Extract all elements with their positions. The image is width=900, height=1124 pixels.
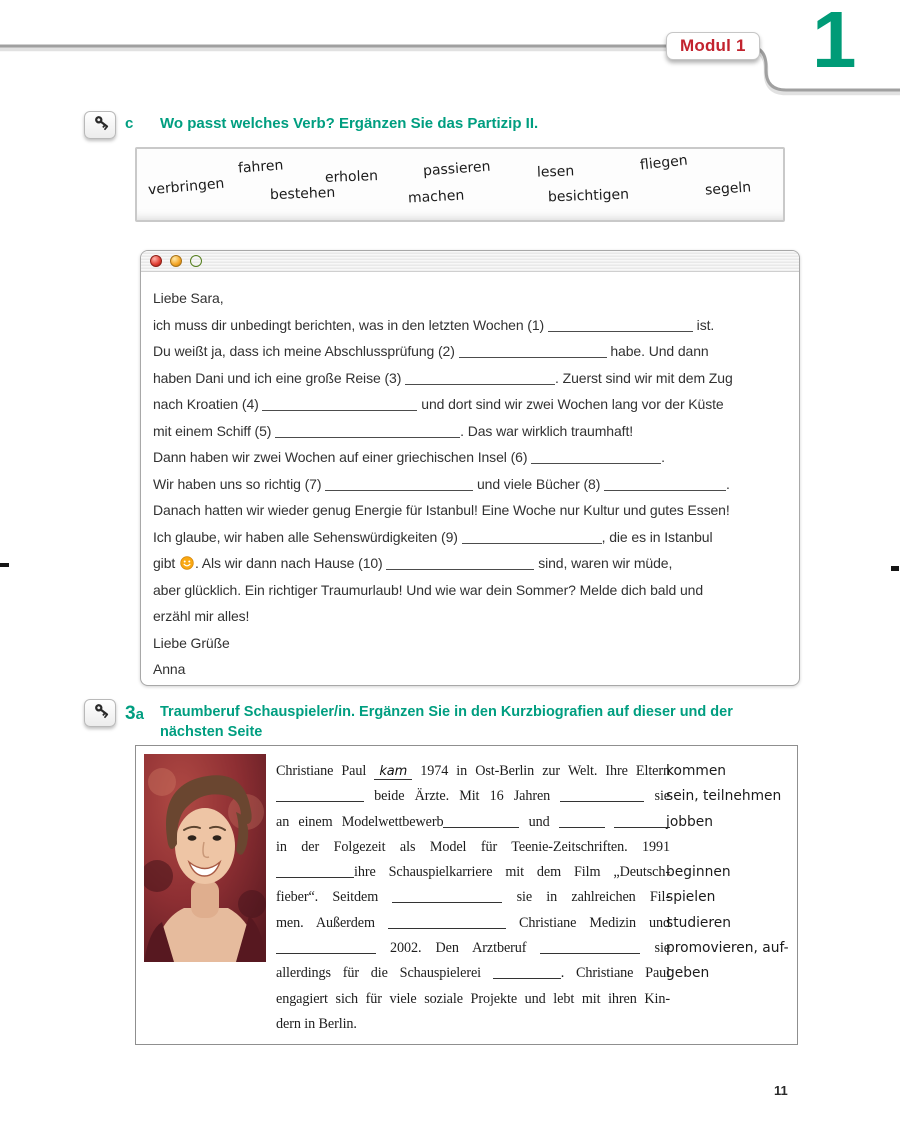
biography-line: an einem Modelwettbewerb und bbox=[276, 810, 670, 835]
verb-hint bbox=[666, 1012, 794, 1037]
fill-in-blank bbox=[559, 816, 605, 828]
biography-line: allerdings für die Schauspielerei . Christiane Paul bbox=[276, 965, 670, 982]
letter-line: Dann haben wir zwei Wochen auf einer griechischen Insel (6) . bbox=[153, 449, 665, 465]
biography-line: Christiane Paul kam 1974 in Ost-Berlin zur Welt. Ihre Eltern bbox=[276, 763, 670, 779]
exercise-3a-title-line1: Traumberuf Schauspieler/in. Ergänzen Sie in den Kurzbiografien auf dieser und der nächsten Seite bbox=[160, 704, 733, 740]
fill-in-blank bbox=[388, 917, 506, 929]
word-bank-word: erholen bbox=[324, 168, 379, 186]
fill-in-blank bbox=[392, 891, 502, 903]
letter-line: nach Kroatien (4) und dort sind wir zwei Wochen lang vor der Küste bbox=[153, 396, 724, 412]
exercise-c-header bbox=[84, 111, 538, 139]
christiane-paul-photo bbox=[144, 754, 266, 962]
letter-line: Wir haben uns so richtig (7) und viele Bücher (8) . bbox=[153, 475, 730, 492]
smiley-icon bbox=[180, 556, 194, 570]
biography-line: in der Folgezeit als Model für Teenie-Zeitschriften. 1991 bbox=[276, 838, 670, 855]
verb-hint: studieren bbox=[666, 914, 732, 931]
key-icon bbox=[90, 703, 110, 723]
biography-line: dern in Berlin. bbox=[276, 1015, 357, 1032]
fill-in-blank bbox=[604, 478, 726, 491]
top-rule-line bbox=[0, 0, 900, 110]
fill-in-blank bbox=[262, 398, 417, 411]
biography-line: engagiert sich für viele soziale Projekte und lebt mit ihren Kin- bbox=[276, 990, 670, 1007]
biography-line: ihre Schauspielkarriere mit dem Film „Deutsch- bbox=[276, 860, 670, 885]
window-zoom-icon bbox=[190, 255, 202, 267]
window-close-icon bbox=[150, 255, 162, 267]
word-bank-word: verbringen bbox=[147, 175, 225, 199]
word-bank-word: machen bbox=[407, 187, 465, 207]
word-bank-word: lesen bbox=[536, 163, 575, 181]
fill-in-blank bbox=[493, 967, 561, 979]
letter-line: aber glücklich. Ein richtiger Traumurlaub! Und wie war dein Sommer? Melde dich bald und bbox=[153, 581, 704, 598]
word-bank-word: segeln bbox=[704, 179, 752, 199]
verb-hint: kommen bbox=[666, 763, 727, 779]
fill-in-blank bbox=[459, 345, 607, 358]
letter-line: Liebe Sara, bbox=[153, 290, 224, 306]
letter-line: Anna bbox=[153, 661, 186, 677]
left-crop-mark bbox=[0, 563, 9, 567]
word-bank-word: fliegen bbox=[639, 152, 689, 174]
biography-box bbox=[135, 745, 798, 1045]
biography-line: beide Ärzte. Mit 16 Jahren sie bbox=[276, 784, 670, 809]
right-crop-mark bbox=[891, 566, 899, 571]
fill-in-blank bbox=[614, 816, 670, 828]
letter-line: erzähl mir alles! bbox=[153, 608, 250, 624]
fill-in-blank bbox=[443, 816, 519, 828]
biography-line: men. Außerdem Christiane Medizin und bbox=[276, 914, 670, 931]
verb-hint: jobben bbox=[666, 813, 714, 830]
chapter-number: 1 bbox=[812, 0, 857, 84]
word-bank-word: bestehen bbox=[269, 184, 336, 204]
fill-in-blank bbox=[275, 425, 460, 438]
verb-hint: beginnen bbox=[666, 864, 731, 881]
window-titlebar bbox=[141, 251, 799, 272]
verb-hint: geben bbox=[666, 965, 710, 982]
fill-in-blank bbox=[540, 942, 640, 954]
fill-in-blank bbox=[531, 451, 661, 464]
biography-text bbox=[276, 759, 670, 1037]
module-badge: Modul 1 bbox=[666, 32, 760, 60]
handwritten-answer: kam bbox=[374, 763, 412, 780]
fill-in-blank bbox=[276, 790, 364, 802]
letter-line: Du weißt ja, dass ich meine Abschlussprüfung (2) habe. Und dann bbox=[153, 343, 709, 359]
verb-hint bbox=[666, 835, 794, 860]
verb-hint: spielen bbox=[666, 889, 716, 906]
page-number: 11 bbox=[774, 1083, 788, 1098]
fill-in-blank bbox=[325, 478, 473, 491]
letter-line: Danach hatten wir wieder genug Energie für Istanbul! Eine Woche nur Kultur und gutes Essen! bbox=[153, 502, 730, 518]
verb-hint: sein, teilnehmen bbox=[666, 788, 782, 805]
letter-line: Liebe Grüße bbox=[153, 634, 230, 651]
fill-in-blank bbox=[386, 557, 534, 570]
fill-in-blank bbox=[276, 866, 354, 878]
letter-line: ich muss dir unbedingt berichten, was in den letzten Wochen (1) ist. bbox=[153, 316, 715, 333]
word-bank-word: besichtigen bbox=[547, 186, 630, 206]
letter-line: Ich glaube, wir haben alle Sehenswürdigkeiten (9) , die es in Istanbul bbox=[153, 528, 713, 545]
biography-line: fieber“. Seitdem sie in zahlreichen Fil- bbox=[276, 889, 670, 906]
fill-in-blank bbox=[405, 372, 555, 385]
verb-hint bbox=[666, 987, 794, 1012]
exercise-3a-label: 3a bbox=[125, 703, 144, 724]
fill-in-blank bbox=[560, 790, 644, 802]
exercise-c-label: c bbox=[125, 115, 134, 132]
word-bank-word: fahren bbox=[237, 157, 284, 177]
fill-in-blank bbox=[276, 942, 376, 954]
answer-key-box bbox=[84, 111, 116, 139]
letter-line: mit einem Schiff (5) . Das war wirklich traumhaft! bbox=[153, 422, 634, 439]
biography-line: 2002. Den Arztberuf sie bbox=[276, 936, 670, 961]
answer-key-box bbox=[84, 699, 116, 727]
verb-hint: promovieren, auf- bbox=[666, 940, 789, 957]
letter-line: gibt . Als wir dann nach Hause (10) sind, waren wir müde, bbox=[153, 555, 673, 571]
email-window bbox=[140, 250, 800, 686]
window-minimize-icon bbox=[170, 255, 182, 267]
fill-in-blank bbox=[548, 319, 693, 332]
key-icon bbox=[90, 115, 110, 135]
word-bank-word: passieren bbox=[422, 158, 491, 180]
letter-body bbox=[141, 272, 799, 683]
fill-in-blank bbox=[462, 531, 602, 544]
exercise-c-title: Wo passt welches Verb? Ergänzen Sie das Partizip II. bbox=[160, 115, 539, 132]
letter-line: haben Dani und ich eine große Reise (3) . Zuerst sind wir mit dem Zug bbox=[153, 369, 733, 386]
word-bank-box bbox=[135, 147, 785, 222]
verb-hint-column bbox=[666, 759, 794, 1037]
